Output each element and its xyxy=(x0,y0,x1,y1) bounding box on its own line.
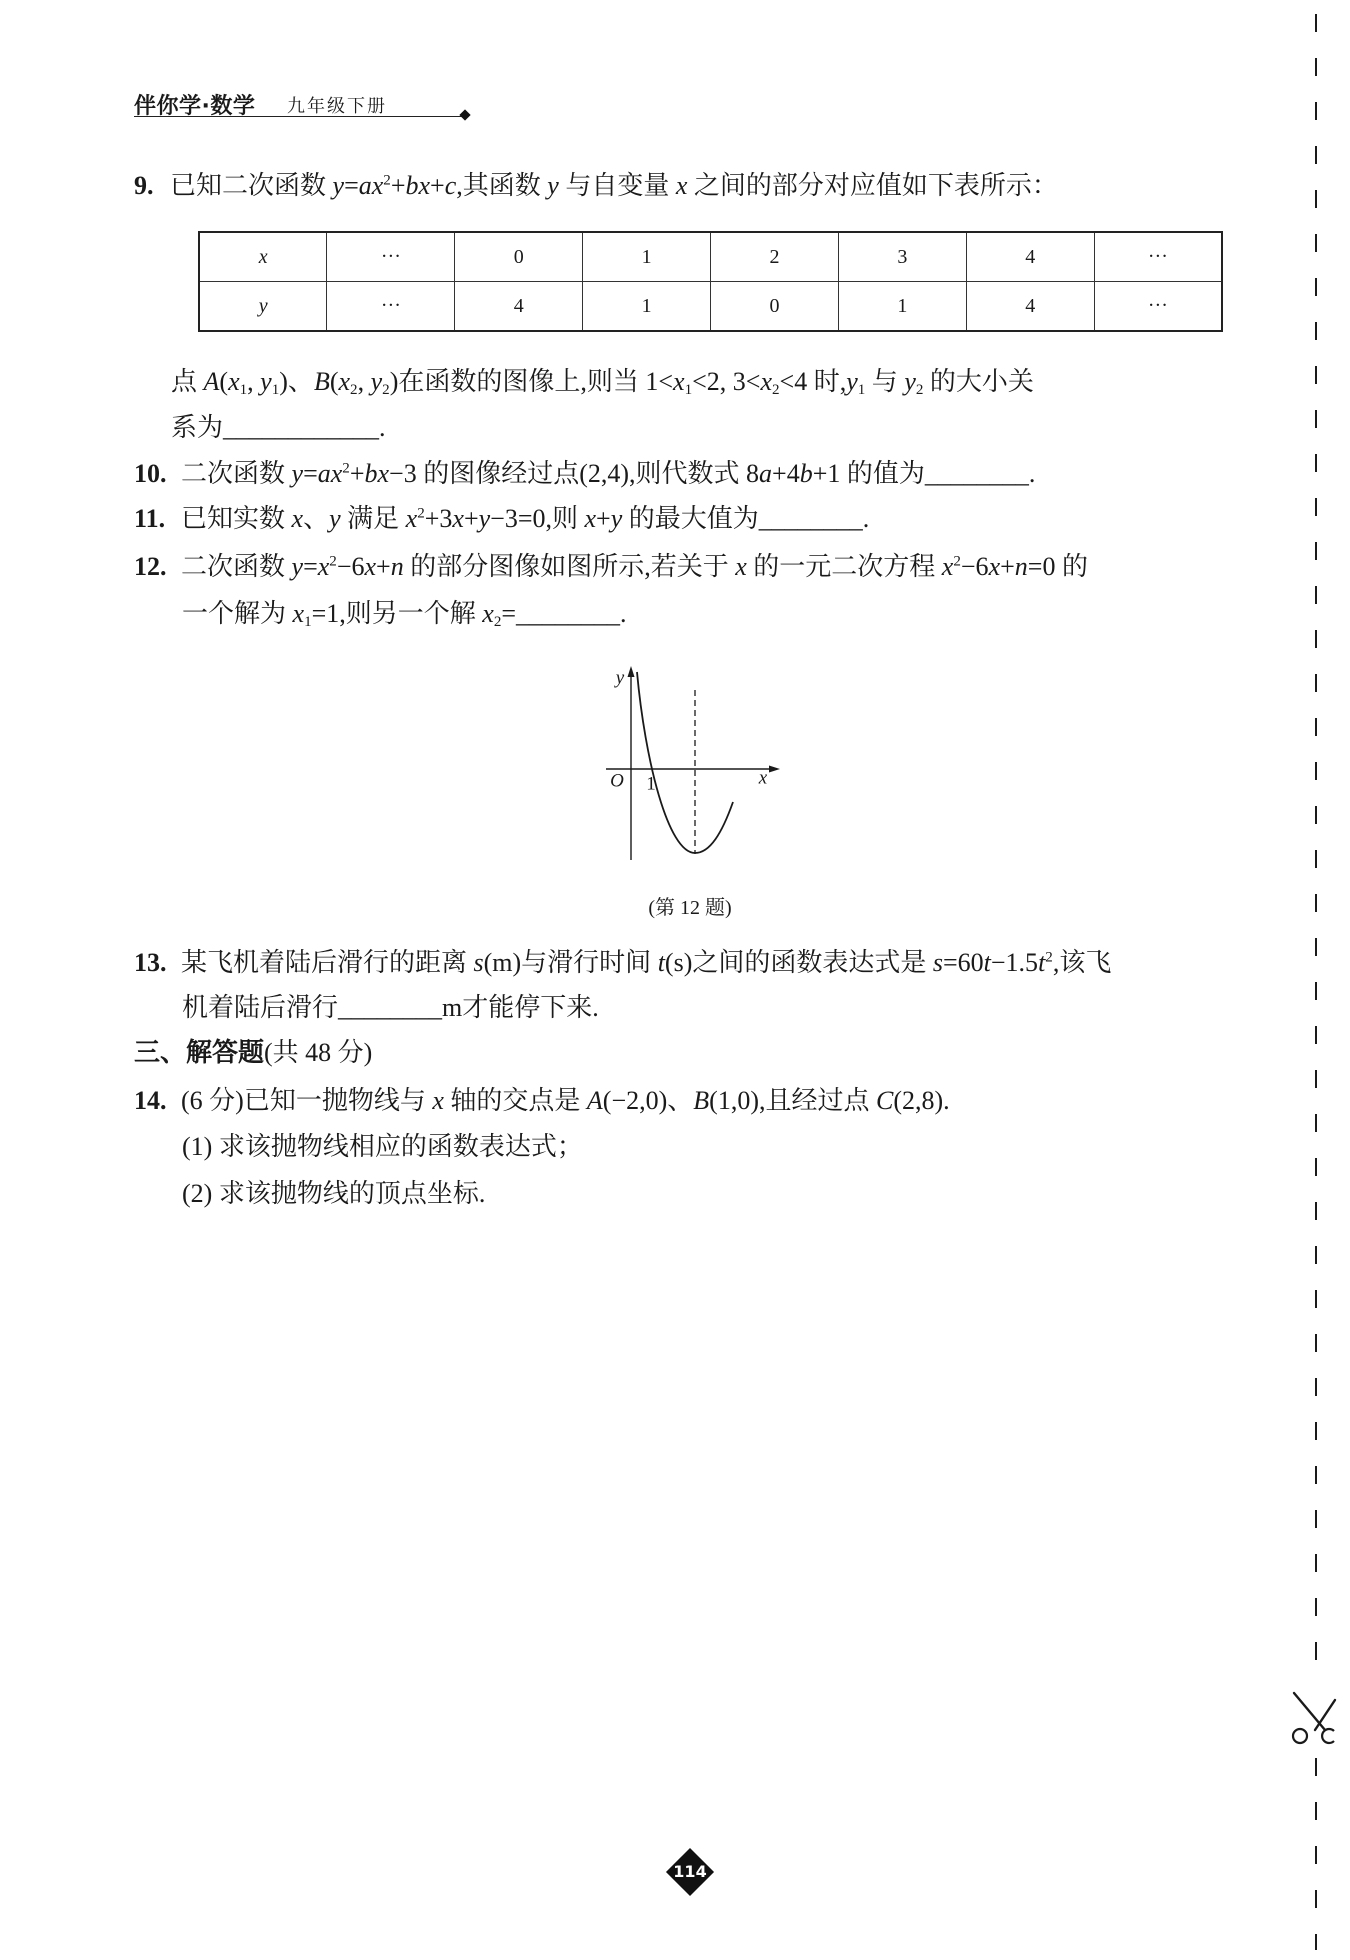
text-run: , xyxy=(357,367,371,396)
text-run: −6 xyxy=(960,552,989,581)
question-11-text xyxy=(181,504,869,533)
math-variable: ax xyxy=(317,459,343,488)
text-run: 的大小关 xyxy=(923,367,1034,396)
question-14-stem xyxy=(134,1084,950,1118)
table-row-x xyxy=(199,232,1222,282)
text-run: 的最大值为________. xyxy=(622,504,870,533)
grade-volume-label: 九年级下册 xyxy=(287,96,387,117)
text-run: + xyxy=(376,552,391,581)
math-variable: x xyxy=(760,367,772,396)
section-title: 三、解答题 xyxy=(134,1038,265,1067)
math-variable: y xyxy=(291,459,304,488)
math-variable: s xyxy=(932,948,943,977)
subscript: 1 xyxy=(857,382,866,399)
text-run: 某飞机着陆后滑行的距离 xyxy=(181,948,474,977)
superscript: 2 xyxy=(383,172,391,189)
parabola-curve xyxy=(637,672,733,853)
math-variable: y xyxy=(370,367,383,396)
table-row-y xyxy=(199,282,1222,332)
math-variable: x xyxy=(988,552,1001,581)
math-variable: x xyxy=(673,367,685,396)
math-variable: x xyxy=(482,599,494,628)
math-variable: y xyxy=(478,504,491,533)
text-run: (m)与滑行时间 xyxy=(483,948,658,977)
section-score-note: (共 48 分) xyxy=(264,1038,373,1067)
subscript: 2 xyxy=(915,382,924,399)
scissors-icon xyxy=(1285,1680,1341,1752)
math-variable: y xyxy=(610,504,623,533)
text-run: + xyxy=(390,171,406,200)
math-variable: x xyxy=(675,171,688,200)
subscript: 1 xyxy=(684,382,693,399)
text-run: )在函数的图像上,则当 1< xyxy=(389,367,674,396)
parabola-figure xyxy=(580,650,800,870)
math-variable: B xyxy=(693,1086,710,1115)
tick-label-1: 1 xyxy=(646,773,656,795)
question-number: 14. xyxy=(134,1086,167,1115)
question-10 xyxy=(134,457,1035,491)
y-axis-arrow xyxy=(628,666,635,677)
ellipsis: … xyxy=(380,288,401,311)
math-variable: x xyxy=(941,552,954,581)
math-variable: bx xyxy=(405,171,431,200)
table-cell: 1 xyxy=(583,232,711,282)
math-variable: A xyxy=(586,1086,603,1115)
text-run: −3=0,则 xyxy=(490,504,585,533)
dashed-cut-line xyxy=(1306,0,1326,1960)
math-variable: c xyxy=(444,171,457,200)
math-variable: y xyxy=(332,171,345,200)
text-run: + xyxy=(596,504,611,533)
math-variable: A xyxy=(203,367,220,396)
question-9-condition-line xyxy=(171,365,1034,399)
text-run: 与 xyxy=(865,367,905,396)
text-run: 点 xyxy=(171,367,204,396)
math-variable: b xyxy=(799,459,813,488)
math-variable: y xyxy=(846,367,858,396)
math-variable: n xyxy=(390,552,404,581)
question-14-text xyxy=(181,1086,950,1115)
subscript: 1 xyxy=(304,614,312,631)
math-variable: y xyxy=(260,367,272,396)
subscript: 1 xyxy=(271,382,280,399)
text-run: =________. xyxy=(501,599,627,628)
text-run: (s)之间的函数表达式是 xyxy=(664,948,933,977)
math-variable: a xyxy=(759,459,773,488)
table-cell xyxy=(1094,232,1222,282)
question-11 xyxy=(134,502,869,536)
math-variable: C xyxy=(875,1086,894,1115)
table-cell: 0 xyxy=(711,282,839,332)
superscript: 2 xyxy=(417,505,425,522)
subscript: 2 xyxy=(382,382,390,399)
text-run: ( xyxy=(219,367,229,396)
question-9-answer-line xyxy=(171,411,386,445)
table-cell: 2 xyxy=(711,232,839,282)
math-variable: ax xyxy=(358,171,384,200)
table-cell: 0 xyxy=(455,232,583,282)
math-variable: t xyxy=(1038,948,1046,977)
text-run: (−2,0)、 xyxy=(602,1086,694,1115)
table-cell: 4 xyxy=(455,282,583,332)
math-variable: x xyxy=(405,504,418,533)
subscript: 2 xyxy=(771,382,780,399)
figure-caption: (第 12 题) xyxy=(648,897,732,919)
text-run: 系为____________. xyxy=(171,413,386,442)
text-run: + xyxy=(1000,552,1015,581)
text-run: <4 时, xyxy=(779,367,847,396)
table-header-cell-x: x xyxy=(199,232,327,282)
table-cell xyxy=(1094,282,1222,332)
section-heading xyxy=(134,1036,372,1070)
question-14-part-2: (2) 求该抛物线的顶点坐标. xyxy=(182,1179,486,1208)
subscript: 2 xyxy=(350,382,358,399)
math-variable: y xyxy=(329,504,341,533)
text-run: + xyxy=(463,504,479,533)
math-variable: x xyxy=(364,552,377,581)
text-run: 轴的交点是 xyxy=(443,1086,587,1115)
table-cell: 4 xyxy=(966,232,1094,282)
origin-label: O xyxy=(610,770,624,792)
text-run: 机着陆后滑行________m才能停下来. xyxy=(182,993,599,1022)
table-cell: 4 xyxy=(966,282,1094,332)
text-run: + xyxy=(430,171,445,200)
question-10-text xyxy=(181,459,1035,488)
question-number: 11. xyxy=(134,504,166,533)
math-variable: x xyxy=(432,1086,444,1115)
table-header-cell-y: y xyxy=(199,282,327,332)
subscript: 2 xyxy=(493,614,502,631)
text-run: ,其函数 xyxy=(456,171,548,200)
question-14-part-1: (1) 求该抛物线相应的函数表达式； xyxy=(182,1132,583,1161)
math-variable: y xyxy=(291,552,304,581)
question-12-text xyxy=(181,552,1088,581)
math-variable: x xyxy=(228,367,240,396)
math-variable: s xyxy=(473,948,484,977)
math-variable: x xyxy=(452,504,464,533)
page-number-badge xyxy=(666,1848,714,1896)
text-run: −1.5 xyxy=(990,948,1039,977)
text-run: = xyxy=(303,459,318,488)
question-number: 12. xyxy=(134,552,167,581)
math-variable: x xyxy=(338,367,351,396)
math-variable: x xyxy=(735,552,747,581)
text-run: =1,则另一个解 xyxy=(311,599,483,628)
text-run: 已知实数 xyxy=(181,504,292,533)
text-run: 二次函数 xyxy=(181,552,292,581)
question-number: 9. xyxy=(134,171,154,200)
text-run: −3 的图像经过点(2,4),则代数式 8 xyxy=(389,459,760,488)
question-12-answer-line xyxy=(182,597,627,631)
text-run: = xyxy=(344,171,359,200)
text-run: =60 xyxy=(942,948,984,977)
text-run: (1,0),且经过点 xyxy=(709,1086,876,1115)
text-run: + xyxy=(349,459,365,488)
text-run: 二次函数 xyxy=(181,459,292,488)
table-cell: 1 xyxy=(583,282,711,332)
text-run: 满足 xyxy=(340,504,406,533)
text-run: −6 xyxy=(336,552,365,581)
question-number: 10. xyxy=(134,459,167,488)
question-9-stem xyxy=(134,169,1058,203)
question-13-stem xyxy=(134,946,1111,980)
math-variable: t xyxy=(657,948,665,977)
question-9-text xyxy=(170,171,1058,200)
text-run: ( xyxy=(329,367,339,396)
ellipsis: … xyxy=(1147,288,1168,311)
superscript: 2 xyxy=(1045,949,1053,966)
math-variable: y xyxy=(904,367,916,396)
text-run: )、 xyxy=(279,367,314,396)
text-run: ,该飞 xyxy=(1052,948,1112,977)
table-cell xyxy=(327,232,455,282)
math-variable: t xyxy=(983,948,991,977)
math-variable: bx xyxy=(364,459,390,488)
math-variable: x xyxy=(584,504,597,533)
text-run: 已知二次函数 xyxy=(170,171,333,200)
subscript: 1 xyxy=(239,382,248,399)
header-diamond-ornament xyxy=(459,109,470,120)
math-variable: x xyxy=(291,504,304,533)
ellipsis: … xyxy=(1147,239,1168,262)
text-run: (6 分)已知一抛物线与 xyxy=(181,1086,433,1115)
table-cell: 3 xyxy=(838,232,966,282)
superscript: 2 xyxy=(329,553,337,570)
text-run: (2,8). xyxy=(893,1086,950,1115)
question-number: 13. xyxy=(134,948,167,977)
header-rule xyxy=(134,116,462,117)
question-13-text xyxy=(181,948,1111,977)
y-axis-label: y xyxy=(615,667,625,689)
question-13-answer-line xyxy=(182,991,599,1025)
text-run: +1 的值为________. xyxy=(812,459,1036,488)
text-run: +3 xyxy=(424,504,453,533)
x-axis-label: x xyxy=(758,767,768,789)
superscript: 2 xyxy=(342,460,350,477)
table-cell: 1 xyxy=(838,282,966,332)
text-run: <2, 3< xyxy=(692,367,761,396)
math-variable: x xyxy=(317,552,330,581)
math-variable: B xyxy=(313,367,330,396)
value-table xyxy=(198,231,1223,332)
x-axis-arrow xyxy=(769,766,780,773)
text-run: = xyxy=(303,552,318,581)
superscript: 2 xyxy=(953,553,961,570)
text-run: 与自变量 xyxy=(558,171,676,200)
table-cell xyxy=(327,282,455,332)
math-variable: x xyxy=(292,599,305,628)
math-variable: n xyxy=(1014,552,1028,581)
page-number: 114 xyxy=(673,1862,707,1881)
text-run: =0 的 xyxy=(1027,552,1088,581)
text-run: 之间的部分对应值如下表所示： xyxy=(687,171,1058,200)
text-run: 的部分图像如图所示,若关于 xyxy=(403,552,736,581)
math-variable: y xyxy=(547,171,559,200)
book-series-title: 伴你学·数学 xyxy=(134,94,256,119)
text-run: , xyxy=(247,367,261,396)
question-12-stem xyxy=(134,550,1088,584)
text-run: 的一元二次方程 xyxy=(746,552,942,581)
text-run: 、 xyxy=(303,504,330,533)
ellipsis: … xyxy=(380,239,401,262)
text-run: 一个解为 xyxy=(182,599,293,628)
text-run: +4 xyxy=(772,459,800,488)
